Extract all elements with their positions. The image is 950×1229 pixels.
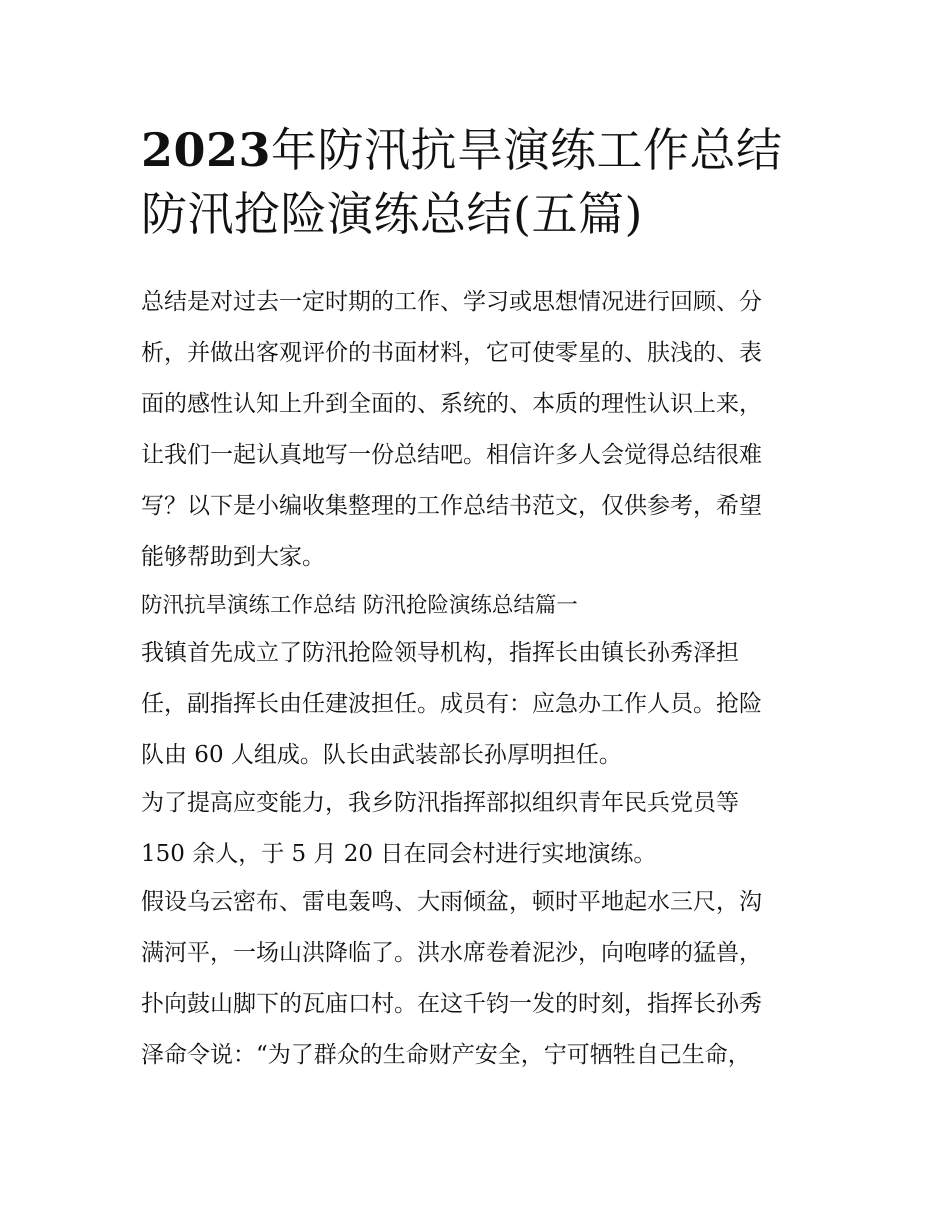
document-title (141, 118, 841, 246)
text-line: 假设乌云密布、雷电轰鸣、大雨倾盆，顿时平地起水三尺，沟 (141, 889, 762, 915)
title-line-1-text: 年防汛抗旱演练工作总结 (271, 123, 783, 177)
text-line: 面的感性认知上升到全面的、系统的、本质的理性认识上来， (141, 391, 762, 417)
paragraph-3 (141, 884, 813, 1074)
intro-paragraph (141, 284, 813, 576)
text-line: 为了提高应变能力，我乡防汛指挥部拟组织青年民兵党员等 (141, 790, 739, 816)
title-year: 2023 (141, 123, 272, 177)
text-line: 析，并做出客观评价的书面材料，它可使零星的、肤浅的、表 (141, 340, 762, 366)
document-body (141, 284, 813, 1085)
text-line: 让我们一起认真地写一份总结吧。相信许多人会觉得总结很难 (141, 442, 762, 468)
text-line: 扑向鼓山脚下的瓦庙口村。在这千钧一发的时刻，指挥长孙秀 (141, 991, 762, 1017)
paragraph-2 (141, 785, 813, 873)
title-line-1 (141, 118, 841, 182)
text-line: 能够帮助到大家。 (141, 544, 325, 570)
paragraph-1 (141, 635, 813, 774)
title-line-2: 防汛抢险演练总结(五篇) (141, 187, 643, 241)
text-line: 队由 60 人组成。队长由武装部长孙厚明担任。 (141, 742, 622, 768)
text-line: 150 余人，于 5 月 20 日在同会村进行实地演练。 (141, 841, 657, 867)
text-line: 写？以下是小编收集整理的工作总结书范文，仅供参考，希望 (141, 493, 762, 519)
section-heading: 防汛抗旱演练工作总结 防汛抢险演练总结篇一 (141, 593, 578, 618)
text-line: 总结是对过去一定时期的工作、学习或思想情况进行回顾、分 (141, 289, 762, 315)
text-line: 满河平，一场山洪降临了。洪水席卷着泥沙，向咆哮的猛兽， (141, 940, 762, 966)
text-line: 泽命令说：“为了群众的生命财产安全，宁可牺牲自己生命， (141, 1042, 751, 1068)
text-line: 我镇首先成立了防汛抢险领导机构，指挥长由镇长孙秀泽担 (141, 640, 739, 666)
text-line: 任，副指挥长由任建波担任。成员有：应急办工作人员。抢险 (141, 691, 762, 717)
